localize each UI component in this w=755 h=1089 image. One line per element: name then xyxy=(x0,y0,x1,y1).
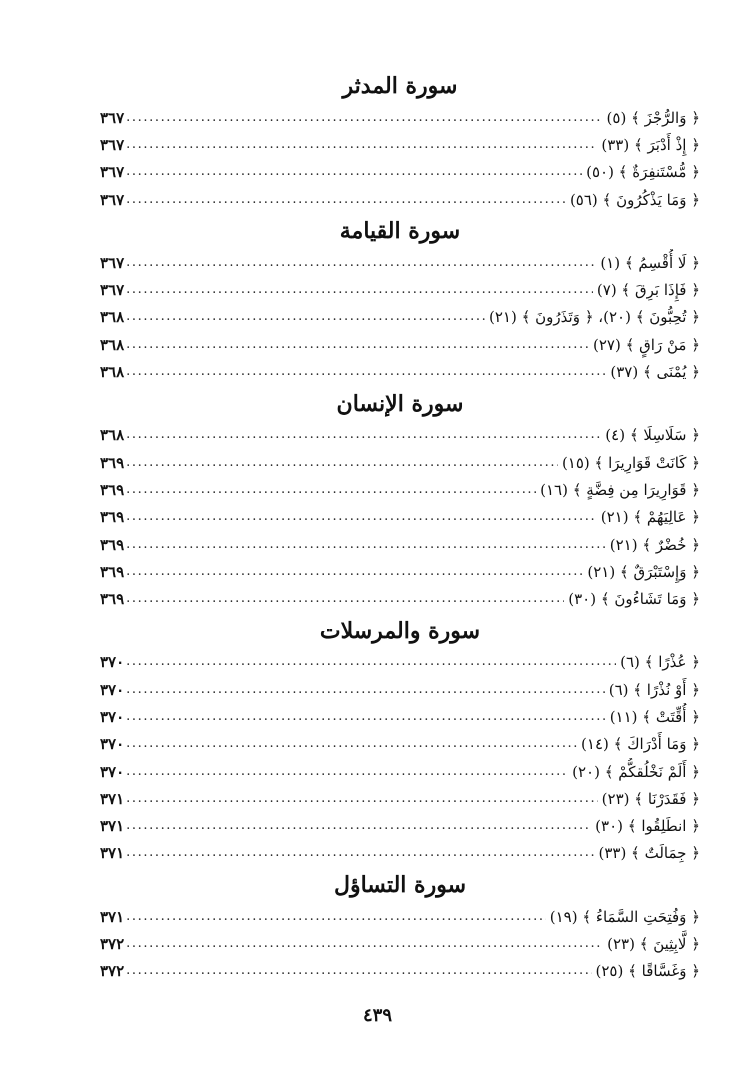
index-entry xyxy=(100,649,700,676)
surah-title: سورة القيامة xyxy=(339,218,461,245)
entry-page-number: ٣٧٠ xyxy=(100,735,125,754)
index-entry xyxy=(100,958,700,985)
entry-text: ﴿ يُمْنَى ﴾ (٣٧) xyxy=(610,363,700,382)
entry-text: ﴿ عُذْرًا ﴾ (٦) xyxy=(620,653,700,672)
dot-leader xyxy=(126,709,606,725)
entry-page-number: ٣٧١ xyxy=(100,789,125,808)
index-entry xyxy=(100,558,700,585)
entry-page-number: ٣٧٠ xyxy=(100,762,125,781)
index-entry xyxy=(100,585,700,612)
surah-title: سورة الإنسان xyxy=(336,390,464,417)
entry-text: ﴿ وَمَا يَذْكُرُونَ ﴾ (٥٦) xyxy=(569,190,700,209)
entry-text: ﴿ أُقِّتَتْ ﴾ (١١) xyxy=(609,707,700,726)
page-number: ٤٣٩ xyxy=(362,1005,392,1026)
entry-page-number: ٣٦٨ xyxy=(100,426,125,445)
dot-leader xyxy=(126,791,597,807)
surah-section xyxy=(100,386,700,613)
dot-leader xyxy=(126,654,616,670)
dot-leader xyxy=(126,764,568,780)
entry-text: ﴿ وَمَا أَدْرَاكَ ﴾ (١٤) xyxy=(581,735,700,754)
entry-page-number: ٣٧٢ xyxy=(100,935,125,954)
entry-page-number: ٣٧٠ xyxy=(100,653,125,672)
entry-text: ﴿ وَإِسْتَبْرَقٌ ﴾ (٢١) xyxy=(587,562,700,581)
dot-leader xyxy=(126,110,602,126)
index-content xyxy=(100,68,700,985)
index-entry xyxy=(100,249,700,276)
index-entry xyxy=(100,703,700,730)
entry-page-number: ٣٦٩ xyxy=(100,535,125,554)
index-entry xyxy=(100,304,700,331)
entry-text: ﴿ أَوْ نُذْرًا ﴾ (٦) xyxy=(608,680,700,699)
entry-text: ﴿ خُضْرٌ ﴾ (٢١) xyxy=(609,535,700,554)
index-entry xyxy=(100,504,700,531)
entry-page-number: ٣٦٨ xyxy=(100,335,125,354)
entry-text: ﴿ عَالِيَهُمْ ﴾ (٢١) xyxy=(600,508,700,527)
entry-text: ﴿ أَلَمْ نَخْلُقكُّمْ ﴾ (٢٠) xyxy=(572,762,700,781)
entry-text: ﴿ وَفُتِحَتِ السَّمَاءُ ﴾ (١٩) xyxy=(549,907,700,926)
surah-title: سورة والمرسلات xyxy=(319,617,481,644)
index-entry xyxy=(100,930,700,957)
entry-text: ﴿ وَالرُّجْزَ ﴾ (٥) xyxy=(606,108,700,127)
entry-text: ﴿ لَا أُقْسِمُ ﴾ (١) xyxy=(600,253,700,272)
entry-text: ﴿ قَوَارِيرَا مِن فِضَّةٍ ﴾ (١٦) xyxy=(540,480,700,499)
index-entry xyxy=(100,785,700,812)
entry-page-number: ٣٦٩ xyxy=(100,590,125,609)
dot-leader xyxy=(126,963,591,979)
surah-title: سورة المدثر xyxy=(342,73,458,99)
entry-page-number: ٣٦٩ xyxy=(100,480,125,499)
index-entry xyxy=(100,186,700,213)
dot-leader xyxy=(126,282,593,298)
entry-page-number: ٣٧١ xyxy=(100,907,125,926)
entry-text: ﴿ مَنْ رَاقٍ ﴾ (٢٧) xyxy=(593,335,700,354)
entry-text: ﴿ كَانَتْ قَوَارِيرَا ﴾ (١٥) xyxy=(561,453,700,472)
entry-page-number: ٣٦٨ xyxy=(100,308,125,327)
surah-section xyxy=(100,68,700,213)
entry-text: ﴿ تُحِبُّونَ ﴾ (٢٠)، ﴿ وَتَذَرُونَ ﴾ (٢١) xyxy=(489,308,700,327)
dot-leader xyxy=(126,736,577,752)
dot-leader xyxy=(126,591,564,607)
entry-text: ﴿ لَّابِثِينَ ﴾ (٢٣) xyxy=(607,935,700,954)
entry-page-number: ٣٦٧ xyxy=(100,281,125,300)
index-entry xyxy=(100,840,700,867)
entry-page-number: ٣٦٩ xyxy=(100,453,125,472)
index-entry xyxy=(100,731,700,758)
dot-leader xyxy=(126,164,582,180)
entry-page-number: ٣٦٧ xyxy=(100,253,125,272)
surah-section xyxy=(100,613,700,867)
dot-leader xyxy=(126,482,536,498)
index-entry xyxy=(100,422,700,449)
index-entry xyxy=(100,758,700,785)
index-entry xyxy=(100,331,700,358)
entry-page-number: ٣٦٧ xyxy=(100,135,125,154)
entry-page-number: ٣٧٠ xyxy=(100,707,125,726)
entry-text: ﴿ فَقَدَرْنَا ﴾ (٢٣) xyxy=(601,789,700,808)
dot-leader xyxy=(126,455,558,471)
entry-text: ﴿ جِمَالَتٌ ﴾ (٣٣) xyxy=(598,844,700,863)
index-entry xyxy=(100,104,700,131)
dot-leader xyxy=(126,509,597,525)
dot-leader xyxy=(126,137,597,153)
dot-leader xyxy=(126,909,546,925)
index-entry xyxy=(100,476,700,503)
index-entry xyxy=(100,813,700,840)
index-entry xyxy=(100,358,700,385)
entry-text: ﴿ فَإِذَا بَرِقَ ﴾ (٧) xyxy=(596,281,700,300)
index-entry xyxy=(100,531,700,558)
dot-leader xyxy=(126,936,603,952)
dot-leader xyxy=(126,255,596,271)
index-entry xyxy=(100,903,700,930)
entry-text: ﴿ مُّسْتَنفِرَةٌ ﴾ (٥٠) xyxy=(586,163,700,182)
dot-leader xyxy=(126,364,606,380)
entry-text: ﴿ وَغَسَّاقًا ﴾ (٢٥) xyxy=(595,962,700,981)
entry-page-number: ٣٧١ xyxy=(100,817,125,836)
entry-text: ﴿ وَمَا تَشَاءُونَ ﴾ (٣٠) xyxy=(568,590,700,609)
entry-page-number: ٣٦٨ xyxy=(100,363,125,382)
entry-text: ﴿ سَلَاسِلَا ﴾ (٤) xyxy=(605,426,700,445)
entry-page-number: ٣٦٧ xyxy=(100,190,125,209)
dot-leader xyxy=(126,337,589,353)
surah-section xyxy=(100,213,700,385)
index-entry xyxy=(100,449,700,476)
surah-section xyxy=(100,867,700,985)
entry-page-number: ٣٧١ xyxy=(100,844,125,863)
entry-text: ﴿ إِذْ أَدْبَرَ ﴾ (٣٣) xyxy=(601,135,700,154)
entry-page-number: ٣٦٩ xyxy=(100,508,125,527)
index-entry xyxy=(100,676,700,703)
surah-title: سورة التساؤل xyxy=(334,872,466,899)
entry-page-number: ٣٦٧ xyxy=(100,108,125,127)
dot-leader xyxy=(126,309,485,325)
dot-leader xyxy=(126,564,583,580)
dot-leader xyxy=(126,537,606,553)
entry-page-number: ٣٧٠ xyxy=(100,680,125,699)
dot-leader xyxy=(126,427,601,443)
dot-leader xyxy=(126,192,566,208)
entry-page-number: ٣٦٩ xyxy=(100,562,125,581)
entry-page-number: ٣٧٢ xyxy=(100,962,125,981)
dot-leader xyxy=(126,682,605,698)
index-entry xyxy=(100,159,700,186)
entry-page-number: ٣٦٧ xyxy=(100,163,125,182)
dot-leader xyxy=(126,845,594,861)
dot-leader xyxy=(126,818,591,834)
index-entry xyxy=(100,276,700,303)
index-entry xyxy=(100,131,700,158)
entry-text: ﴿ انطَلِقُوا ﴾ (٣٠) xyxy=(595,817,700,836)
